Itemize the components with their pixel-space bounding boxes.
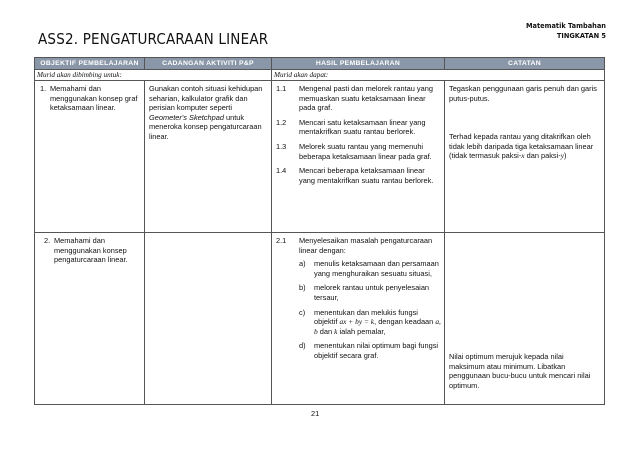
outcome-text: Mencari satu ketaksamaan linear yang mentakrifkan suatu rantau berlorek. xyxy=(299,117,426,137)
activity-tail: untuk meneroka konsep pengaturcaraan linear. xyxy=(149,112,262,141)
objective-text: Memahami dan menggunakan konsep pengaturcaraan linear. xyxy=(54,236,128,265)
outcome-item xyxy=(276,166,442,185)
col-header-objective: OBJEKTIF PEMBELAJARAN xyxy=(35,58,145,70)
outcome-number: 1.3 xyxy=(276,141,287,151)
outcome-subitem xyxy=(276,308,442,337)
outcome-text: Mencari beberapa ketaksamaan linear yang mentakrifkan suatu rantau berlorek. xyxy=(299,166,434,185)
subitem-text: menentukan nilai optimum bagi fungsi objektif secara graf. xyxy=(314,341,439,360)
document-title: ASS2. PENGATURCARAAN LINEAR xyxy=(38,30,269,48)
math-var: k xyxy=(334,326,338,336)
level-label: TINGKATAN 5 xyxy=(556,32,606,40)
activity-cell xyxy=(145,81,272,233)
table-row xyxy=(35,81,605,233)
activity-cell xyxy=(145,233,272,405)
software-name: Geometer's Sketchpad xyxy=(149,112,224,122)
notes-cell xyxy=(445,233,605,405)
subitem-text: melorek rantau untuk penyelesaian tersaur, xyxy=(314,283,430,302)
outcome-text: Menyelesaikan masalah pengaturcaraan linear dengan: xyxy=(299,236,433,255)
subheader-row xyxy=(35,70,605,81)
math-var: x xyxy=(521,151,525,161)
outcome-subitem xyxy=(276,259,442,278)
outcome-subitem xyxy=(276,341,442,360)
subitem-part: ialah pemalar, xyxy=(337,326,386,336)
subitem-part: dan xyxy=(317,326,335,336)
note-part: dan paksi- xyxy=(524,151,561,161)
outcome-text: Melorek suatu rantau yang memenuhi beberapa ketaksamaan linear pada graf. xyxy=(299,141,432,161)
subject-label: Matematik Tambahan xyxy=(525,22,606,30)
note-text: Nilai optimum merujuk kepada nilai maksimum atau minimum. Libatkan penggunaan bucu-bucu untuk mencari nilai optimum. xyxy=(449,352,591,390)
subheader-left: Murid akan dibimbing untuk: xyxy=(35,70,272,81)
table-row xyxy=(35,233,605,405)
subitem-letter: c) xyxy=(299,307,306,317)
col-header-activity: CADANGAN AKTIVITI P&P xyxy=(145,58,272,70)
note-text: Tegaskan penggunaan garis penuh dan garis putus-putus. xyxy=(449,84,597,103)
math-var: y xyxy=(560,151,565,161)
note-part: ) xyxy=(564,151,567,161)
subitem-text: menulis ketaksamaan dan persamaan yang menghuraikan sesuatu situasi, xyxy=(314,259,439,278)
math-expression: ax + by = k xyxy=(339,317,375,327)
page-number: 21 xyxy=(311,409,320,418)
col-header-notes: CATATAN xyxy=(445,58,605,70)
page-header-right xyxy=(526,21,606,41)
objective-text: Memahami dan menggunakan konsep graf ketaksamaan linear. xyxy=(50,84,138,113)
col-header-outcome: HASIL PEMBELAJARAN xyxy=(272,58,445,70)
syllabus-table xyxy=(34,57,605,405)
outcome-subitem xyxy=(276,283,442,302)
objective-cell xyxy=(35,233,145,405)
outcome-text: Mengenal pasti dan melorek rantau yang memuaskan suatu ketaksamaan linear pada graf. xyxy=(299,84,433,113)
subitem-text xyxy=(314,308,442,337)
outcome-number: 1.2 xyxy=(276,117,287,127)
outcome-item xyxy=(276,142,442,161)
outcome-item xyxy=(276,84,442,113)
outcome-number: 1.4 xyxy=(276,166,287,176)
subitem-part: , dengan keadaan xyxy=(374,317,436,327)
objective-cell xyxy=(35,81,145,233)
subitem-part: menentukan dan melukis fungsi objektif xyxy=(314,307,418,327)
math-var: a, b xyxy=(314,317,441,336)
column-header-row xyxy=(35,58,605,70)
objective-number: 2. xyxy=(44,236,51,245)
subitem-letter: b) xyxy=(299,283,306,293)
outcome-number: 2.1 xyxy=(276,236,287,245)
note-part: Terhad kepada rantau yang ditakrifkan oleh tidak lebih daripada tiga ketaksamaan linear (tidak termasuk paksi- xyxy=(449,132,594,161)
outcome-item xyxy=(276,236,442,255)
outcome-number: 1.1 xyxy=(276,84,287,93)
note-text xyxy=(449,132,601,161)
subitem-letter: a) xyxy=(299,259,306,269)
outcome-item xyxy=(276,118,442,137)
objective-number: 1. xyxy=(40,84,47,93)
subitem-letter: d) xyxy=(299,341,306,351)
outcome-cell xyxy=(272,81,445,233)
subheader-right: Murid akan dapat: xyxy=(272,70,605,81)
notes-cell xyxy=(445,81,605,233)
activity-text: Gunakan contoh situasi kehidupan seharian, kalkulator grafik dan perisian komputer seperti xyxy=(149,84,263,113)
outcome-cell xyxy=(272,233,445,405)
